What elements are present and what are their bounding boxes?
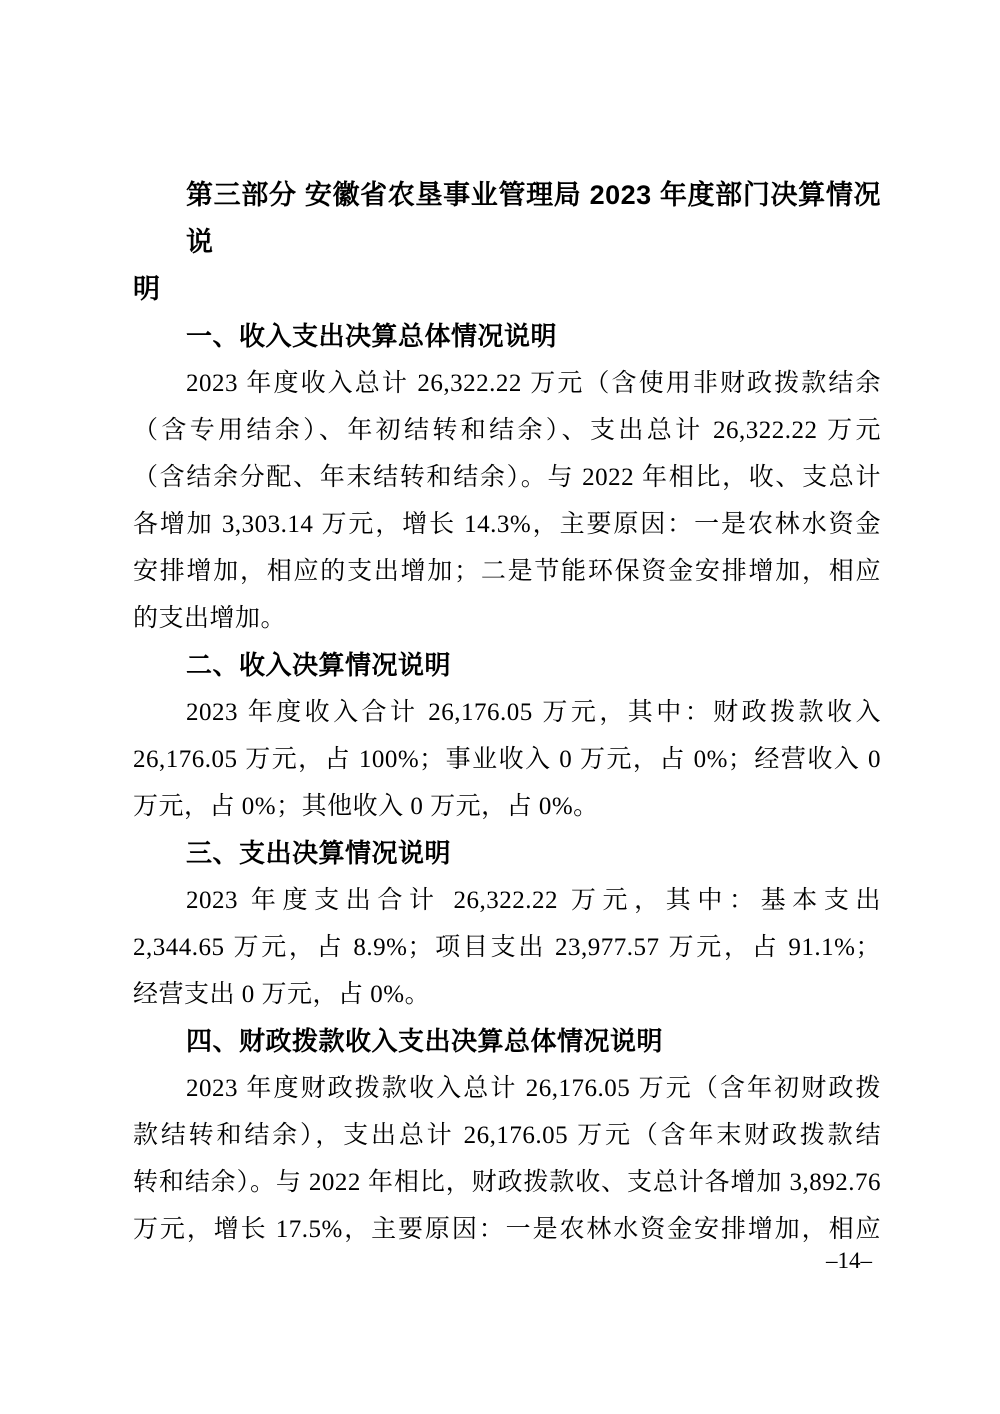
section-2-paragraph-line: 2023 年度收入合计 26,176.05 万元，其中：财政拨款收入 [186,699,881,726]
section-3-paragraph-line: 2023 年度支出合计 26,322.22 万元，其中：基本支出 [186,887,881,914]
section-2-paragraph-line: 26,176.05 万元，占 100%；事业收入 0 万元，占 0%；经营收入 0 [133,746,881,773]
page-number: –14– [826,1248,872,1273]
section-1-paragraph-line: 各增加 3,303.14 万元，增长 14.3%，主要原因：一是农林水资金 [133,511,881,538]
section-3-paragraph-line: 2,344.65 万元，占 8.9%；项目支出 23,977.57 万元，占 91.1%； [133,934,881,961]
section-4-heading: 四、财政拨款收入支出决算总体情况说明 [186,1026,664,1056]
document-title-line-1: 第三部分 安徽省农垦事业管理局 2023 年度部门决算情况说 [186,180,881,257]
section-4-paragraph-line: 转和结余）。与 2022 年相比，财政拨款收、支总计各增加 3,892.76 [133,1169,881,1196]
section-1-paragraph-line: 的支出增加。 [133,605,287,632]
section-1-paragraph-line: 2023 年度收入总计 26,322.22 万元（含使用非财政拨款结余 [186,370,881,397]
document-body [133,172,881,1253]
section-4-paragraph-line: 款结转和结余），支出总计 26,176.05 万元（含年末财政拨款结 [133,1122,881,1149]
document-title-line-2: 明 [133,274,161,304]
section-2-heading: 二、收入决算情况说明 [186,650,452,680]
section-3-heading: 三、支出决算情况说明 [186,838,452,868]
section-2-paragraph-line: 万元，占 0%；其他收入 0 万元，占 0%。 [133,793,599,820]
section-1-heading: 一、收入支出决算总体情况说明 [186,321,558,351]
section-4-paragraph-line: 万元，增长 17.5%，主要原因：一是农林水资金安排增加，相应 [133,1216,881,1243]
section-4-paragraph-line: 2023 年度财政拨款收入总计 26,176.05 万元（含年初财政拨 [186,1075,881,1102]
section-1-paragraph-line: （含结余分配、年末结转和结余）。与 2022 年相比，收、支总计 [133,464,881,491]
section-3-paragraph-line: 经营支出 0 万元，占 0%。 [133,981,431,1008]
section-1-paragraph-line: （含专用结余）、年初结转和结余）、支出总计 26,322.22 万元 [133,417,881,444]
section-1-paragraph-line: 安排增加，相应的支出增加；二是节能环保资金安排增加，相应 [133,558,881,585]
